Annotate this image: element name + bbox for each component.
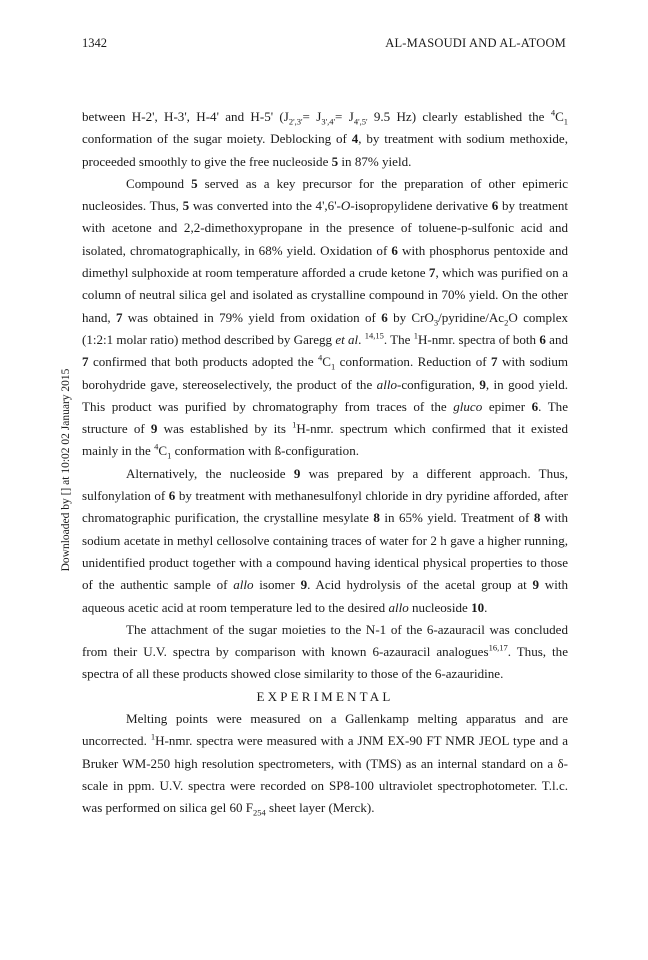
text-run: served as a key precursor for the preparation of other epimeric nucleosides. Thus, xyxy=(82,175,572,214)
page-number: 1342 xyxy=(82,36,107,50)
text-run: et al xyxy=(335,331,359,347)
text-run: 6 xyxy=(168,488,176,504)
paragraph xyxy=(82,619,572,686)
text-run: O complex (1:2:1 molar ratio) method described by Garegg xyxy=(82,309,572,347)
text-run: was prepared by a different approach. Thus, sulfonylation of xyxy=(82,465,572,504)
text-run: , by treatment with sodium methoxide, proceeded smoothly to give the free nucleoside xyxy=(82,131,572,169)
text-run: 1 xyxy=(563,116,569,127)
text-run: 6 xyxy=(539,331,546,347)
text-run: with sodium acetate in methyl cellosolve containing traces of water for 2 h gave a higher running, unidentified product together with a compound having identical physical properties to those of the authentic sample of xyxy=(82,510,572,593)
text-run: gluco xyxy=(453,398,483,414)
text-run: 6 xyxy=(391,242,398,258)
text-run: with phosphorus pentoxide and dimethyl sulphoxide at room temperature afforded a crude ketone xyxy=(82,242,572,281)
text-run: 2',3' xyxy=(288,116,303,127)
text-run: between H-2', H-3', H-4' and H-5' (J xyxy=(82,109,289,124)
text-run: 5 xyxy=(331,153,339,169)
text-run: . xyxy=(484,599,488,615)
text-run: 7 xyxy=(115,309,123,325)
text-run: -configuration, xyxy=(396,376,480,392)
text-run: . The xyxy=(383,331,414,347)
text-run: C xyxy=(158,443,168,459)
text-run: 8 xyxy=(373,510,380,526)
text-run: allo xyxy=(233,577,254,593)
text-run: 7 xyxy=(428,265,436,281)
text-run: 9 xyxy=(532,577,540,593)
text-run: 5 xyxy=(182,198,190,214)
section-heading xyxy=(82,686,568,708)
text-run: 1 xyxy=(167,451,172,462)
text-run: was converted into the 4',6'- xyxy=(189,198,341,214)
text-run: conformation with ß-configuration. xyxy=(171,443,359,459)
text-run: -isopropylidene derivative xyxy=(350,198,492,214)
article-body xyxy=(82,106,572,820)
text-run: allo xyxy=(388,599,409,615)
text-run: 9 xyxy=(300,577,308,593)
text-run: 2 xyxy=(504,317,509,328)
text-run: H-nmr. spectrum which confirmed that it existed mainly in the xyxy=(82,421,572,459)
text-run: H-nmr. spectra were measured with a JNM EX-90 FT NMR JEOL type and a Bruker WM-250 high resolution spectrometers, with (TMS) as an internal standard on a δ-scale in ppm. U.V. spectra were recorded on SP8-100 ultraviolet spectrophotometer. T.l.c. was performed on silica gel 60 F xyxy=(82,733,572,816)
text-run: Alternatively, the nucleoside xyxy=(126,465,294,481)
paragraph xyxy=(82,106,572,173)
text-run: and xyxy=(545,331,572,347)
text-run: H-nmr. spectra of both xyxy=(417,331,540,347)
text-run: /pyridine/Ac xyxy=(438,309,505,325)
text-run: was established by its xyxy=(157,421,293,437)
paragraph xyxy=(82,708,572,819)
text-run: 254 xyxy=(253,807,266,818)
text-run: 7 xyxy=(491,354,498,370)
text-run: in 87% yield. xyxy=(338,153,412,169)
text-run: epimer xyxy=(482,398,532,414)
text-run: , in good yield. This product was purified by chromatography from traces of the xyxy=(82,376,572,414)
text-run: . xyxy=(358,331,365,347)
text-run: in 65% yield. Treatment of xyxy=(379,510,534,526)
text-run: was obtained in 79% yield from oxidation of xyxy=(122,309,382,325)
running-head: AL-MASOUDI AND AL-ATOOM xyxy=(385,36,566,50)
download-watermark: Downloaded by [] at 10:02 02 January 2015 xyxy=(60,368,72,572)
text-run: 10 xyxy=(471,599,485,615)
text-run: 3',4' xyxy=(321,116,336,127)
text-run: allo xyxy=(376,376,397,392)
text-run: . The structure of xyxy=(82,398,572,437)
text-run: by treatment with acetone and 2,2-dimethoxypropane in the presence of toluene-p-sulfonic acid and isolated, chromatographically, in 68% yield. Oxidation of xyxy=(82,198,572,258)
text-run: 4',5' xyxy=(353,116,368,127)
text-run: 9.5 Hz) clearly established the xyxy=(367,109,551,124)
text-run: 14,15 xyxy=(364,330,384,341)
text-run: 4 xyxy=(154,442,159,453)
text-run: 7 xyxy=(82,354,89,370)
text-run: = J xyxy=(302,109,322,124)
text-run: 4 xyxy=(550,107,556,118)
text-run: isomer xyxy=(253,577,301,593)
text-run: 6 xyxy=(491,198,499,214)
text-run: sheet layer (Merck). xyxy=(265,800,375,816)
text-run: 9 xyxy=(293,465,301,481)
text-run: 6 xyxy=(531,398,539,414)
text-run: 9 xyxy=(479,376,486,392)
text-run: 4 xyxy=(318,352,323,363)
text-run: 1 xyxy=(413,330,418,341)
text-run: . Acid hydrolysis of the acetal group at xyxy=(307,577,533,593)
text-run: 8 xyxy=(533,510,541,526)
text-run: 3 xyxy=(433,317,439,328)
text-run: conformation. Reduction of xyxy=(335,354,491,370)
text-run: EXPERIMENTAL xyxy=(256,688,394,704)
text-run: = J xyxy=(335,109,354,124)
text-run: confirmed that both products adopted the xyxy=(88,354,319,370)
text-run: C xyxy=(555,109,564,124)
text-run: . Thus, the spectra of all these products showed close similarity to those of the 6-azauridine. xyxy=(82,644,572,682)
text-run: 4 xyxy=(351,131,359,147)
text-run: Compound xyxy=(126,175,192,191)
text-run: 16,17 xyxy=(488,642,508,653)
text-run: 1 xyxy=(150,731,156,742)
text-run: 1 xyxy=(331,361,336,372)
text-run: nucleoside xyxy=(408,599,472,615)
text-run: Melting points were measured on a Gallenkamp melting apparatus and are uncorrected. xyxy=(82,711,572,749)
text-run: , which was purified on a column of neutral silica gel and isolated as crystalline compound in 70% yield. On the other hand, xyxy=(82,265,572,325)
text-run: 6 xyxy=(381,309,388,325)
text-run: 5 xyxy=(191,175,198,191)
paragraph xyxy=(82,463,572,619)
text-run: 9 xyxy=(150,421,158,437)
text-run: The attachment of the sugar moieties to the N-1 of the 6-azauracil was concluded from their U.V. spectra by comparison with known 6-azauracil analogues xyxy=(82,621,572,660)
text-run: by CrO xyxy=(387,309,434,325)
text-run: with sodium borohydride gave, stereoselectively, the product of the xyxy=(82,354,572,392)
text-run: O xyxy=(340,198,351,214)
text-run: by treatment with methanesulfonyl chloride in dry pyridine afforded, after chromatographic purification, the crystalline mesylate xyxy=(82,488,572,526)
text-run: C xyxy=(322,354,331,370)
text-run: 1 xyxy=(292,419,297,430)
text-run: conformation of the sugar moiety. Deblocking of xyxy=(82,109,572,147)
text-run: with aqueous acetic acid at room temperature led to the desired xyxy=(82,577,572,615)
paragraph xyxy=(82,173,572,463)
